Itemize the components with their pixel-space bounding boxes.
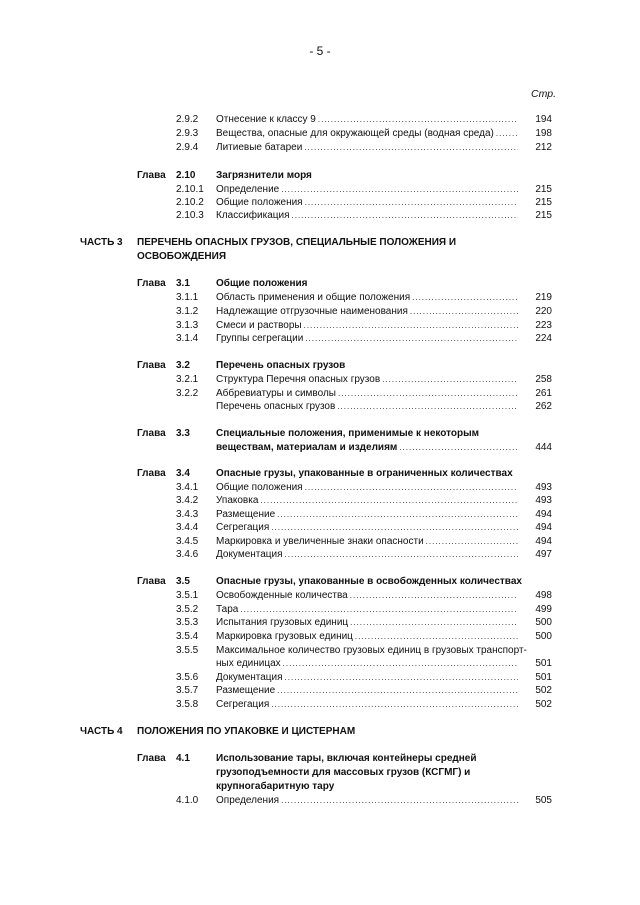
section-title: Отнесение к классу 9 — [216, 114, 316, 125]
section-number: 3.4.5 — [176, 536, 199, 547]
section-title: Аббревиатуры и символы — [216, 388, 336, 399]
page-ref: 224 — [535, 333, 552, 344]
page-column-label: Стр. — [531, 88, 556, 100]
section-title: Структура Перечня опасных грузов — [216, 374, 381, 385]
section-title: Испытания грузовых единиц — [216, 617, 349, 628]
section-number: 3.5.8 — [176, 699, 199, 710]
section-number: 3.1.3 — [176, 320, 199, 331]
section-title: Определение — [216, 184, 280, 195]
page-ref: 502 — [535, 685, 552, 696]
chapter-word: Глава — [137, 278, 166, 289]
chapter-number: 2.10 — [176, 170, 196, 181]
toc-entry[interactable] — [0, 481, 640, 495]
section-title: Общие положения — [216, 482, 303, 493]
section-number: 3.5.4 — [176, 631, 199, 642]
toc-entry[interactable] — [0, 603, 640, 617]
page-ref: 493 — [535, 482, 552, 493]
toc-entry[interactable] — [0, 494, 640, 508]
page-ref: 194 — [535, 114, 552, 125]
page-ref: 220 — [535, 306, 552, 317]
chapter-title: Использование тары, включая контейнеры средней — [216, 753, 477, 764]
section-number: 3.5.6 — [176, 672, 199, 683]
section-number: 3.5.5 — [176, 645, 199, 656]
toc-entry[interactable] — [0, 141, 640, 155]
page-ref: 223 — [535, 320, 552, 331]
page-ref: 499 — [535, 604, 552, 615]
page-ref: 494 — [535, 522, 552, 533]
section-title: Общие положения — [216, 197, 303, 208]
toc-entry[interactable] — [0, 508, 640, 522]
section-title: Тара — [216, 604, 239, 615]
page-ref: 219 — [535, 292, 552, 303]
toc-entry[interactable] — [0, 548, 640, 562]
toc-entry[interactable] — [0, 196, 640, 210]
part-title: ПЕРЕЧЕНЬ ОПАСНЫХ ГРУЗОВ, СПЕЦИАЛЬНЫЕ ПОЛОЖЕНИЯ И ОСВОБОЖДЕНИЯ — [137, 237, 457, 262]
section-number: 2.10.3 — [176, 210, 204, 221]
section-title: Размещение — [216, 685, 276, 696]
chapter-heading — [0, 169, 640, 183]
toc-entry[interactable] — [0, 291, 640, 305]
chapter-title: Перечень опасных грузов — [216, 360, 346, 371]
section-number: 3.1.1 — [176, 292, 199, 303]
section-number: 3.2.1 — [176, 374, 199, 385]
chapter-title: Опасные грузы, упакованные в ограниченных количествах — [216, 468, 513, 479]
toc-entry-continued[interactable] — [0, 657, 640, 671]
toc-entry[interactable] — [0, 305, 640, 319]
toc-entry[interactable] — [0, 373, 640, 387]
page-ref: 501 — [535, 672, 552, 683]
chapter-heading — [0, 277, 640, 291]
section-title: Сегрегация — [216, 699, 270, 710]
section-number: 3.5.2 — [176, 604, 199, 615]
section-number: 2.10.2 — [176, 197, 204, 208]
toc-entry[interactable] — [0, 183, 640, 197]
page-number: - 5 - — [309, 44, 331, 58]
page-ref: 262 — [535, 401, 552, 412]
section-title: Упаковка — [216, 495, 259, 506]
toc-entry[interactable] — [0, 319, 640, 333]
section-number: 3.5.1 — [176, 590, 199, 601]
toc-entry[interactable] — [0, 684, 640, 698]
chapter-word: Глава — [137, 170, 166, 181]
chapter-heading — [0, 427, 640, 441]
part-title: ПОЛОЖЕНИЯ ПО УПАКОВКЕ И ЦИСТЕРНАМ — [137, 726, 356, 737]
chapter-title: Общие положения — [216, 278, 308, 289]
section-title: Размещение — [216, 509, 276, 520]
toc-entry[interactable] — [0, 698, 640, 712]
page-ref: 505 — [535, 795, 552, 806]
chapter-heading — [0, 575, 640, 589]
page-ref: 500 — [535, 617, 552, 628]
page-ref: 258 — [535, 374, 552, 385]
chapter-word: Глава — [137, 576, 166, 587]
page-ref: 494 — [535, 536, 552, 547]
toc-entry[interactable] — [0, 400, 640, 414]
toc-entry[interactable] — [0, 616, 640, 630]
section-number: 3.5.7 — [176, 685, 199, 696]
section-number: 2.10.1 — [176, 184, 204, 195]
section-title: Литиевые батареи — [216, 142, 303, 153]
chapter-number: 3.1 — [176, 278, 190, 289]
section-number: 3.4.4 — [176, 522, 199, 533]
section-number: 3.4.2 — [176, 495, 199, 506]
chapter-title-line3: крупногабаритную тару — [216, 781, 335, 792]
toc-entry[interactable] — [0, 127, 640, 141]
section-title: Сегрегация — [216, 522, 270, 533]
section-title: Классификация — [216, 210, 290, 221]
section-number: 2.9.3 — [176, 128, 199, 139]
part-label: ЧАСТЬ 3 — [80, 237, 123, 248]
toc-entry[interactable] — [0, 441, 640, 455]
chapter-heading — [0, 752, 640, 794]
chapter-title: Специальные положения, применимые к некоторым — [216, 428, 480, 439]
chapter-word: Глава — [137, 428, 166, 439]
section-number: 3.1.4 — [176, 333, 199, 344]
section-title: Маркировка грузовых единиц — [216, 631, 353, 642]
section-title: Максимальное количество грузовых единиц в грузовых транспорт- — [216, 645, 527, 656]
page-ref: 498 — [535, 590, 552, 601]
section-title: Группы сегрегации — [216, 333, 304, 344]
page-ref: 494 — [535, 509, 552, 520]
section-number: 3.4.1 — [176, 482, 199, 493]
section-number: 3.1.2 — [176, 306, 199, 317]
page-ref: 261 — [535, 388, 552, 399]
part-heading — [0, 725, 640, 739]
toc-entry[interactable] — [0, 794, 640, 808]
section-title-continued: ных единицах — [216, 658, 281, 669]
chapter-title: Опасные грузы, упакованные в освобожденных количествах — [216, 576, 522, 587]
section-number: 2.9.4 — [176, 142, 199, 153]
chapter-word: Глава — [137, 360, 166, 371]
page-ref: 215 — [535, 197, 552, 208]
page-ref: 500 — [535, 631, 552, 642]
section-title: Освобожденные количества — [216, 590, 348, 601]
part-heading — [0, 236, 640, 264]
chapter-heading — [0, 359, 640, 373]
toc-entry[interactable] — [0, 589, 640, 603]
chapter-number: 3.5 — [176, 576, 190, 587]
chapter-number: 3.4 — [176, 468, 190, 479]
page-ref: 501 — [535, 658, 552, 669]
chapter-number: 3.3 — [176, 428, 190, 439]
toc-entry[interactable] — [0, 209, 640, 223]
chapter-heading — [0, 467, 640, 481]
section-title: Документация — [216, 549, 283, 560]
toc-entry[interactable] — [0, 332, 640, 346]
toc-entry[interactable] — [0, 535, 640, 549]
section-title: Надлежащие отгрузочные наименования — [216, 306, 408, 317]
section-title: Область применения и общие положения — [216, 292, 411, 303]
section-number: 4.1.0 — [176, 795, 199, 806]
part-label: ЧАСТЬ 4 — [80, 726, 123, 737]
section-number: 2.9.2 — [176, 114, 199, 125]
section-number: 3.4.3 — [176, 509, 199, 520]
toc-entry[interactable] — [0, 671, 640, 685]
section-title: Документация — [216, 672, 283, 683]
section-title: Смеси и растворы — [216, 320, 302, 331]
chapter-title: Загрязнители моря — [216, 170, 312, 181]
chapter-number: 4.1 — [176, 753, 190, 764]
page-ref: 212 — [535, 142, 552, 153]
page-ref: 215 — [535, 210, 552, 221]
chapter-word: Глава — [137, 468, 166, 479]
page-ref: 198 — [535, 128, 552, 139]
page-ref: 493 — [535, 495, 552, 506]
chapter-title-continued: веществам, материалам и изделиям — [216, 442, 398, 453]
section-number: 3.2.2 — [176, 388, 199, 399]
page-ref: 215 — [535, 184, 552, 195]
page-ref: 502 — [535, 699, 552, 710]
section-number: 3.4.6 — [176, 549, 199, 560]
toc-entry[interactable] — [0, 630, 640, 644]
section-title: Вещества, опасные для окружающей среды (водная среда) — [216, 128, 494, 139]
toc-entry[interactable] — [0, 644, 640, 658]
chapter-number: 3.2 — [176, 360, 190, 371]
toc-entry[interactable] — [0, 387, 640, 401]
section-title: Определения — [216, 795, 280, 806]
section-title: Перечень опасных грузов — [216, 401, 336, 412]
page-ref: 497 — [535, 549, 552, 560]
toc-entry[interactable] — [0, 521, 640, 535]
chapter-title-line2: грузоподъемности для массовых грузов (КСГМГ) и — [216, 767, 471, 778]
chapter-word: Глава — [137, 753, 166, 764]
section-title: Маркировка и увеличенные знаки опасности — [216, 536, 424, 547]
toc-entry[interactable] — [0, 113, 640, 127]
page-ref: 444 — [535, 442, 552, 453]
section-number: 3.5.3 — [176, 617, 199, 628]
